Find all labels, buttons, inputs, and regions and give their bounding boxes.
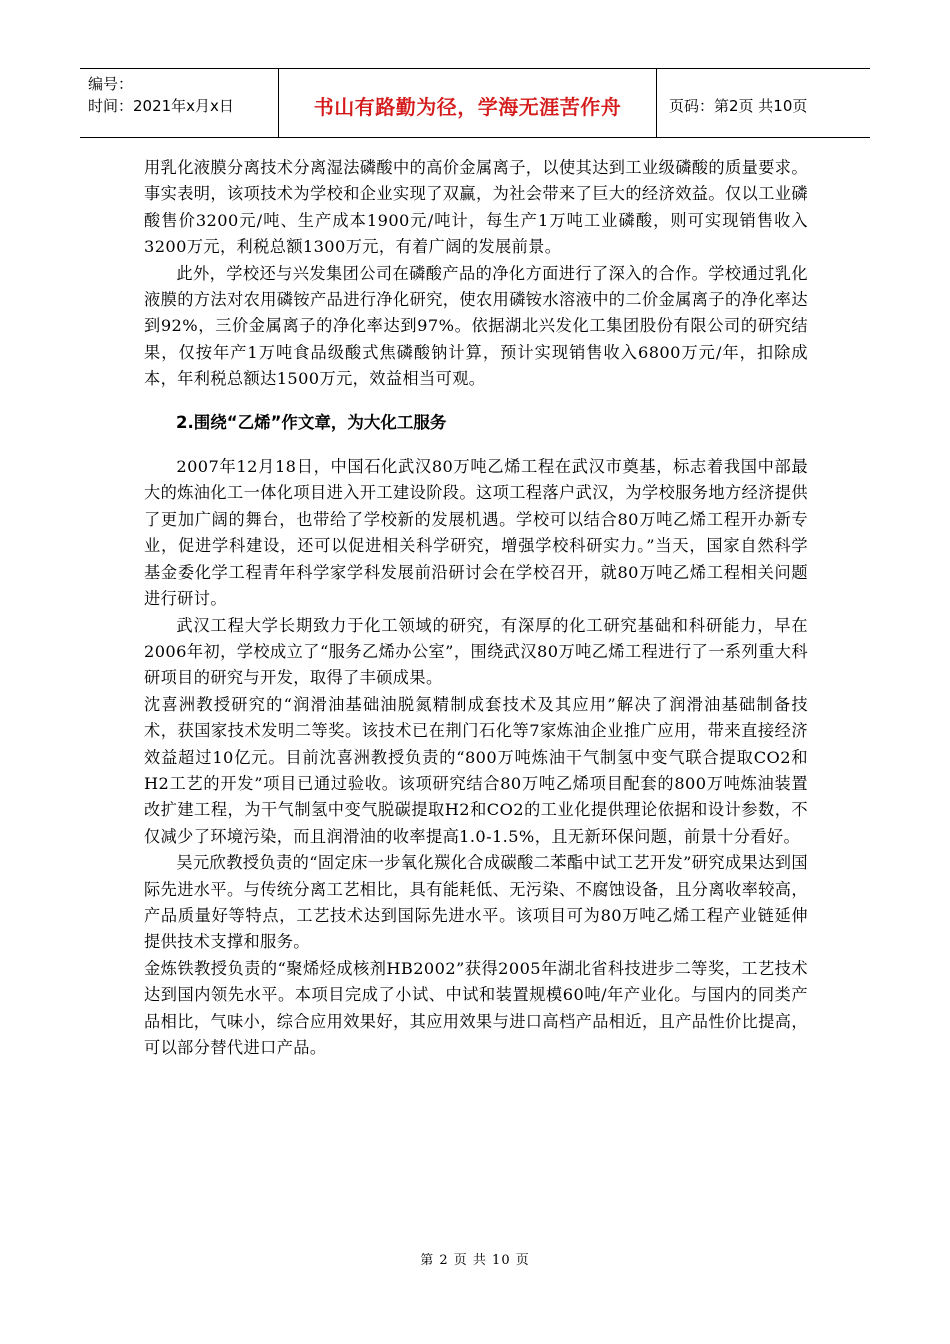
paragraph-3: 2007年12月18日，中国石化武汉80万吨乙烯工程在武汉市奠基，标志着我国中部最大的炼油化工一体化项目进入开工建设阶段。这项工程落户武汉，为学校服务地方经济提供了更加广阔的舞台，也带给了学校新的发展机遇。学校可以结合80万吨乙烯工程开办新专业，促进学科建设，还可以促进相关科学研究，增强学校科研实力。”当天，国家自然科学基金委化学工程青年科学家学科发展前沿研讨会在学校召开，就80万吨乙烯工程相关问题进行研讨。 — [144, 457, 808, 609]
paragraph-7: 金炼铁教授负责的“聚烯烃成核剂HB2002”获得2005年湖北省科技进步二等奖，工艺技术达到国内领先水平。本项目完成了小试、中试和装置规模60吨/年产业化。与国内的同类产品相比，气味小，综合应用效果好，其应用效果与进口高档产品相近，且产品性价比提高，可以部分替代进口产品。 — [144, 958, 808, 1057]
paragraph-4: 武汉工程大学长期致力于化工领域的研究，有深厚的化工研究基础和科研能力，早在2006年初，学校成立了“服务乙烯办公室”，围绕武汉80万吨乙烯工程进行了一系列重大科研项目的研究与开发，取得了丰硕成果。 — [144, 615, 808, 688]
header-meta — [80, 69, 279, 137]
section-heading: 2.围绕“乙烯”作文章，为大化工服务 — [176, 412, 447, 432]
paragraph-2: 此外，学校还与兴发集团公司在磷酸产品的净化方面进行了深入的合作。学校通过乳化液膜的方法对农用磷铵产品进行净化研究，使农用磷铵水溶液中的二价金属离子的净化率达到92%，三价金属离子的净化率达到97%。依据湖北兴发化工集团股份有限公司的研究结果，仅按年产1万吨食品级酸式焦磷酸钠计算，预计实现销售收入6800万元/年，扣除成本，年利税总额达1500万元，效益相当可观。 — [144, 263, 808, 389]
document-date: 时间：2021年x月x日 — [88, 97, 234, 115]
document-body — [144, 155, 808, 1061]
paragraph-5: 沈喜洲教授研究的“润滑油基础油脱氮精制成套技术及其应用”解决了润滑油基础制备技术，获国家技术发明二等奖。该技术已在荆门石化等7家炼油企业推广应用，带来直接经济效益超过10亿元。目前沈喜洲教授负责的“800万吨炼油干气制氢中变气联合提取CO2和H2工艺的开发”项目已通过验收。该项研究结合80万吨乙烯项目配套的800万吨炼油装置改扩建工程，为干气制氢中变气脱碳提取H2和CO2的工业化提供理论依据和设计参数，不仅减少了环境污染，而且润滑油的收率提高1.0-1.5%，且无新环保问题，前景十分看好。 — [144, 694, 808, 846]
header-motto-cell — [279, 69, 657, 137]
paragraph-1: 用乳化液膜分离技术分离湿法磷酸中的高价金属离子，以使其达到工业级磷酸的质量要求。事实表明，该项技术为学校和企业实现了双赢，为社会带来了巨大的经济效益。仅以工业磷酸售价3200元/吨、生产成本1900元/吨计，每生产1万吨工业磷酸，则可实现销售收入3200万元，利税总额1300万元，有着广阔的发展前景。 — [144, 158, 808, 257]
page-header — [80, 68, 870, 138]
header-motto: 书山有路勤为径，学海无涯苦作舟 — [313, 94, 622, 119]
page-footer: 第 2 页 共 10 页 — [420, 1253, 530, 1268]
paragraph-6: 吴元欣教授负责的“固定床一步氧化羰化合成碳酸二苯酯中试工艺开发”研究成果达到国际先进水平。与传统分离工艺相比，具有能耗低、无污染、不腐蚀设备，且分离收率较高，产品质量好等特点，工艺技术达到国际先进水平。该项目可为80万吨乙烯工程产业链延伸提供技术支撑和服务。 — [144, 853, 808, 952]
header-page-number: 页码：第2页 共10页 — [669, 96, 808, 115]
document-number: 编号： — [88, 75, 134, 93]
